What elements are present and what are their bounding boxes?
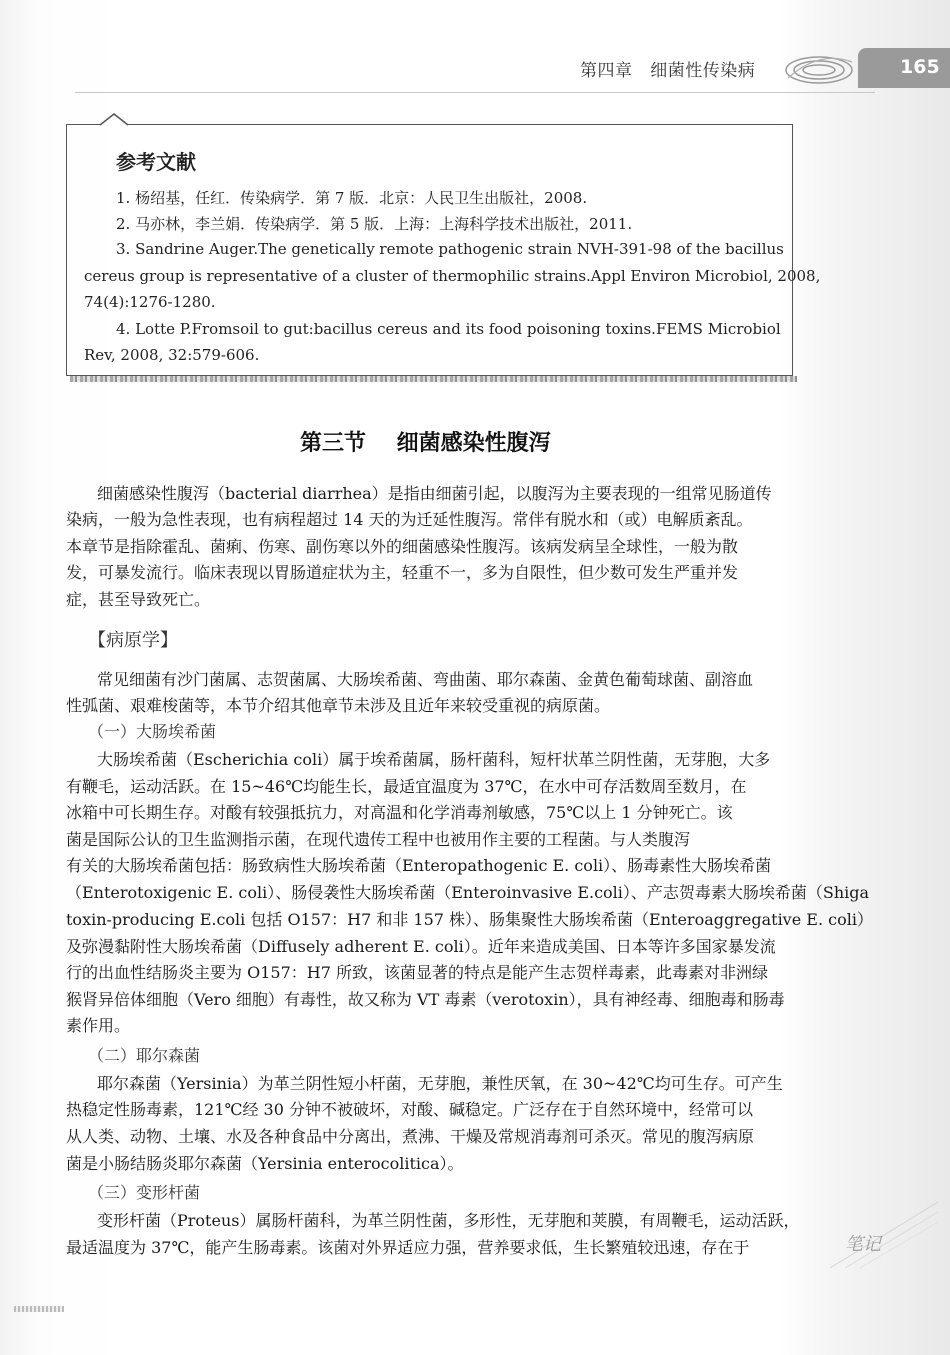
paragraph-line: 菌是小肠结肠炎耶尔森菌（Yersinia enterocolitica）。	[66, 1154, 464, 1173]
swirl-logo-icon	[782, 50, 856, 90]
paragraph-line: 及弥漫黏附性大肠埃希菌（Diffusely adherent E. coli）。近年来造成美国、日本等许多国家暴发流	[66, 937, 776, 956]
reference-line: 3. Sandrine Auger.The genetically remote pathogenic strain NVH-391-98 of the bacillus	[116, 240, 784, 258]
subsection-heading-yersinia: （二）耶尔森菌	[88, 1046, 201, 1065]
paragraph-line: 性弧菌、艰难梭菌等，本节介绍其他章节未涉及且近年来较受重视的病原菌。	[66, 696, 611, 715]
paragraph-line: （Enterotoxigenic E. coli）、肠侵袭性大肠埃希菌（Enteroinvasive E.coli）、产志贺毒素大肠埃希菌（Shiga	[66, 883, 870, 902]
paragraph-line: 细菌感染性腹泻（bacterial diarrhea）是指由细菌引起，以腹泻为主要表现的一组常见肠道传	[97, 484, 772, 503]
references-title: 参考文献	[116, 150, 196, 174]
paragraph-line: 有关的大肠埃希菌包括：肠致病性大肠埃希菌（Enteropathogenic E. coli）、肠毒素性大肠埃希菌	[66, 856, 772, 875]
paragraph-line: 菌是国际公认的卫生监测指示菌，在现代遗传工程中也被用作主要的工程菌。与人类腹泻	[66, 830, 691, 849]
paragraph-line: 大肠埃希菌（Escherichia coli）属于埃希菌属，肠杆菌科，短杆状革兰阴性菌，无芽胞，大多	[97, 750, 771, 769]
paragraph-line: 有鞭毛，运动活跃。在 15~46℃均能生长，最适宜温度为 37℃，在水中可存活数周至数月，在	[66, 777, 747, 796]
page-header	[0, 48, 950, 94]
paragraph-line: 发，可暴发流行。临床表现以胃肠道症状为主，轻重不一，多为自限性，但少数可发生严重并发	[66, 563, 739, 582]
scan-artifact	[14, 1306, 64, 1312]
reference-line: 1. 杨绍基，任红．传染病学．第 7 版．北京：人民卫生出版社，2008.	[116, 189, 588, 207]
paragraph-line: 本章节是指除霍乱、菌痢、伤寒、副伤寒以外的细菌感染性腹泻。该病发病呈全球性，一般为散	[66, 537, 739, 556]
box-shadow	[70, 376, 797, 382]
paragraph-line: 变形杆菌（Proteus）属肠杆菌科，为革兰阴性菌，多形性，无芽胞和荚膜，有周鞭毛，运动活跃，	[97, 1211, 800, 1230]
reference-line: 74(4):1276-1280.	[84, 293, 216, 311]
paragraph-line: 症，甚至导致死亡。	[66, 590, 211, 609]
paragraph-line: 最适温度为 37℃，能产生肠毒素。该菌对外界适应力强，营养要求低，生长繁殖较迅速，存在于	[66, 1238, 750, 1257]
header-divider	[75, 92, 875, 93]
paragraph-line: 染病，一般为急性表现，也有病程超过 14 天的为迁延性腹泻。常伴有脱水和（或）电解质紊乱。	[66, 510, 753, 529]
paragraph-line: toxin-producing E.coli 包括 O157：H7 和非 157 株）、肠集聚性大肠埃希菌（Enteroaggregative E. coli）	[66, 910, 873, 929]
paragraph-line: 素作用。	[66, 1016, 131, 1035]
paragraph-line: 热稳定性肠毒素，121℃经 30 分钟不被破坏，对酸、碱稳定。广泛存在于自然环境中，经常可以	[66, 1100, 753, 1119]
paragraph-line: 耶尔森菌（Yersinia）为革兰阴性短小杆菌，无芽胞，兼性厌氧，在 30~42℃均可生存。可产生	[97, 1074, 783, 1093]
paragraph-line: 猴肾异倍体细胞（Vero 细胞）有毒性，故又称为 VT 毒素（verotoxin），具有神经毒、细胞毒和肠毒	[66, 990, 785, 1009]
reference-line: cereus group is representative of a cluster of thermophilic strains.Appl Environ Microbiol, 2008,	[84, 267, 821, 285]
paragraph-line: 常见细菌有沙门菌属、志贺菌属、大肠埃希菌、弯曲菌、耶尔森菌、金黄色葡萄球菌、副溶血	[97, 670, 754, 689]
reference-line: 4. Lotte P.Fromsoil to gut:bacillus cereus and its food poisoning toxins.FEMS Microbiol	[116, 320, 781, 338]
etiology-heading: 【病原学】	[88, 630, 178, 651]
subsection-heading-ecoli: （一）大肠埃希菌	[88, 722, 217, 741]
reference-line: Rev, 2008, 32:579-606.	[84, 346, 260, 364]
subsection-heading-proteus: （三）变形杆菌	[88, 1183, 201, 1202]
margin-note-label: 笔记	[845, 1234, 881, 1255]
paragraph-line: 冰箱中可长期生存。对酸有较强抵抗力，对高温和化学消毒剂敏感，75℃以上 1 分钟死亡。该	[66, 803, 733, 822]
page-number: 165	[900, 56, 940, 78]
box-notch-icon	[100, 112, 128, 126]
paragraph-line: 行的出血性结肠炎主要为 O157：H7 所致，该菌显著的特点是能产生志贺样毒素，此毒素对非洲绿	[66, 963, 768, 982]
chapter-title: 第四章 细菌性传染病	[580, 61, 756, 81]
paragraph-line: 从人类、动物、土壤、水及各种食品中分离出，煮沸、干燥及常规消毒剂可杀灭。常见的腹泻病原	[66, 1127, 755, 1146]
reference-line: 2. 马亦林，李兰娟．传染病学．第 5 版．上海：上海科学技术出版社，2011.	[116, 215, 633, 233]
section-title: 第三节 细菌感染性腹泻	[300, 431, 551, 456]
